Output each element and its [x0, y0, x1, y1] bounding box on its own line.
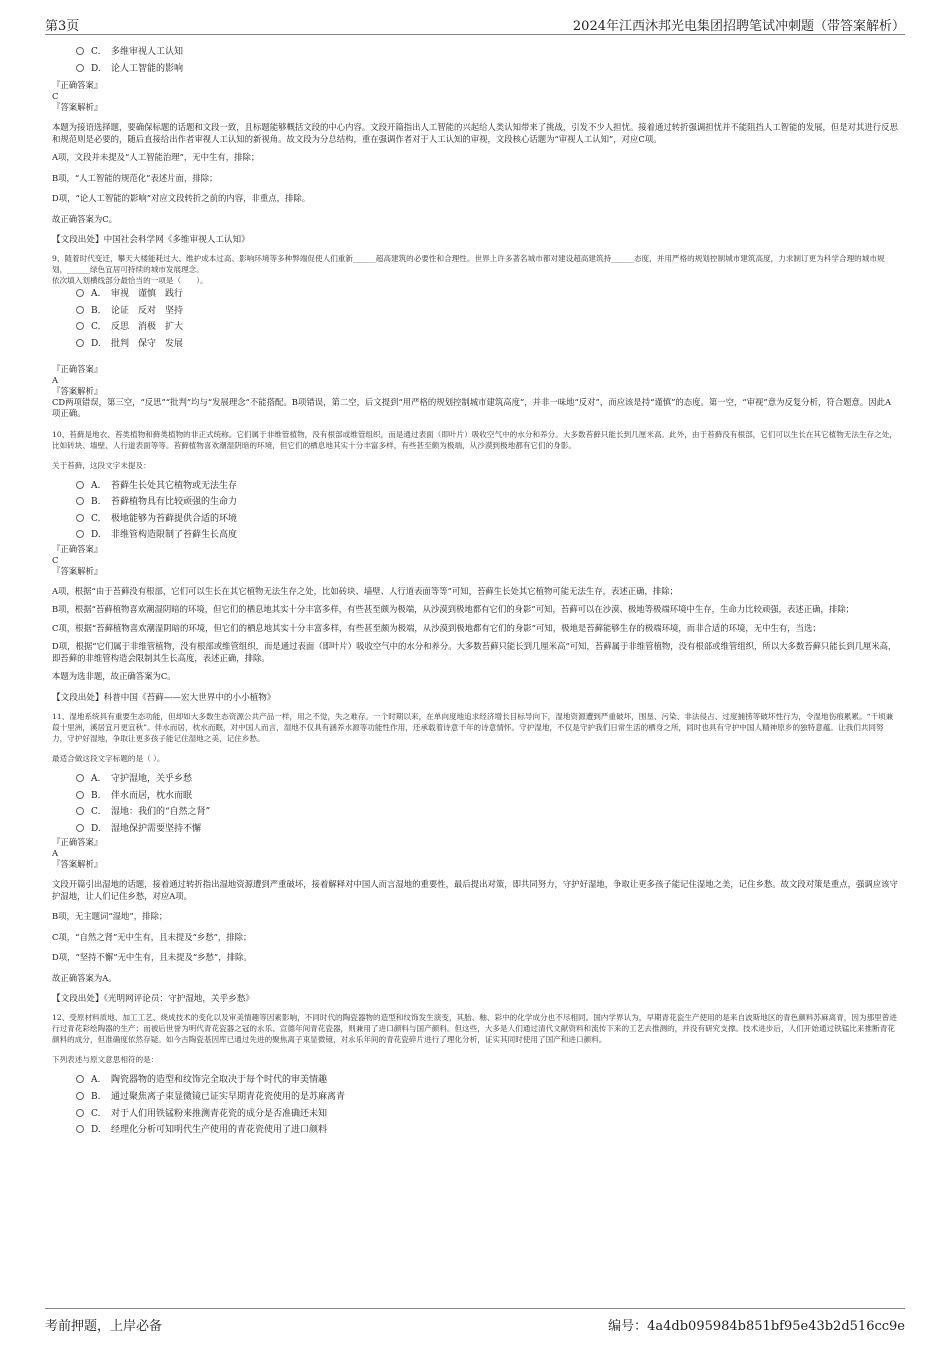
answer-value: C: [52, 554, 59, 565]
radio-icon[interactable]: [76, 791, 84, 799]
question-prompt: 关于苔藓，这段文字未提及：: [52, 460, 151, 470]
radio-icon[interactable]: [76, 1109, 84, 1117]
radio-icon[interactable]: [76, 530, 84, 538]
analysis-text: 文段开篇引出湿地的话题，接着通过转折指出湿地资源遭到严重破坏，接着解释对中国人而言湿地的重要性，最后提出对策，即共同努力，守护好湿地，争取让更多孩子能记住湿地之美，记住乡愁。故文段对策是重点，强调应该守护湿地，让人们记住乡愁，对应A项。: [52, 879, 898, 901]
analysis-text: C项，“自然之肾”无中生有，且未提及“乡愁”，排除；: [52, 931, 252, 942]
analysis-text: D项，“论人工智能的影响”对应文段转折之前的内容，非重点，排除。: [52, 193, 311, 204]
q10-option-a[interactable]: A. 苔藓生长处其它植物或无法生存: [52, 478, 898, 495]
analysis-text: CD两项错误，第三空，“反思”“批判”均与“发展理念”不能搭配。B项错误，第二空，后文提到“用严格的规划控制城市建筑高度”，并非一味地“反对”，而应该是持“谨慎”的态度。第一空，“审视”意为反复分析，符合题意。因此A项正确。: [52, 396, 892, 419]
question-stem: 11、湿地系统具有重要生态功能，但却如大多数生态资源公共产品一样，用之不觉，失之难存。一个时期以来，在单向度地追求经济增长目标导向下，湿地资源遭到严重破坏，围垦、污染、非法侵占、过度捕捞等破坏性行为，令湿地伤痕累累。“千顷兼葭十里洲，溪居宜月更宜秋”。伴水而居，枕水而眠，对中国人而言，湿地不仅具有涵养水源等功能性作用，还承载着诗意千年的诗意情怀。守护湿地，不仅是守护我们日常生活的栖身之所，同时也具有守护中国人精神原乡的独特意蕴。让我们共同努力，守护好湿地，争取让更多孩子能记住湿地之美，记住乡愁。: [52, 711, 894, 743]
analysis-text: A项，文段并未提及“人工智能治理”，无中生有，排除；: [52, 152, 260, 163]
radio-icon[interactable]: [76, 47, 84, 55]
analysis-title: 『答案解析』: [52, 385, 103, 396]
question-stem: 10、苔藓是地衣、苔类植物和藓类植物的非正式统称。它们属于非维管植物，没有根部或维管组织，而是通过表面（即叶片）吸收空气中的水分和养分。大多数苔藓只能长到几厘米高。此外，由于苔藓没有根部，它们可以生长在其它植物无法生存之处，比如砖块、墙壁、人行道表面等等。苔藓植物喜欢潮湿阴暗的环境，但它们的栖息地其实十分丰富多样，有些甚至颇为极端，从沙漠到极地都有它们的身影。: [52, 429, 897, 450]
analysis-text: A项，根据“由于苔藓没有根部，它们可以生长在其它植物无法生存之处，比如砖块、墙壁、人行道表面等等”可知，苔藓生长处其它植物可能无法生存，表述正确，排除；: [52, 585, 678, 596]
q12-option-c[interactable]: C. 对于人们用铁锰粉来推测青花瓷的成分是否准确还未知: [52, 1106, 898, 1123]
page-header: [45, 12, 905, 35]
analysis-text: 故正确答案为A。: [52, 972, 117, 983]
answer-value: A: [52, 848, 59, 859]
analysis-text: B项，无主题词“湿地”，排除；: [52, 911, 168, 922]
radio-icon[interactable]: [76, 1092, 84, 1100]
q12-option-a[interactable]: A. 陶瓷器物的造型和纹饰完全取决于每个时代的审美情趣: [52, 1072, 898, 1089]
analysis-title: 『答案解析』: [52, 565, 103, 576]
question-prompt: 依次填入划横线部分最恰当的一项是（ ）。: [52, 276, 208, 286]
q10-option-c[interactable]: C. 极地能够为苔藓提供合适的环境: [52, 511, 898, 528]
q9-option-d[interactable]: D. 批判 保守 发展: [52, 336, 898, 353]
document-title: 2024年江西沐邦光电集团招聘笔试冲刺题（带答案解析）: [572, 19, 905, 34]
radio-icon[interactable]: [76, 64, 84, 72]
analysis-title: 『答案解析』: [52, 859, 103, 870]
answer-value: A: [52, 374, 59, 385]
analysis-text: 故正确答案为C。: [52, 213, 118, 224]
radio-icon[interactable]: [76, 339, 84, 347]
analysis-text: 本题为选非题，故正确答案为C。: [52, 671, 176, 682]
question-stem: 12、受原材料质地、加工工艺、烧成技术的变化以及审美情趣等因素影响，不同时代的陶瓷器物的造型和纹饰发生演变，其胎、釉、彩中的化学成分也不尽相同。国内学界认为，早期青花瓷生产使用的是来自波斯地区的青色颜料苏麻离青，因为那里曾进行过青花彩绘陶器的生产；而被后世誉为明代青花瓷器之冠的永乐、宣德年间青花瓷器，则兼用了进口颜料与国产颜料。但这些，大多是人们通过清代文献资料和流传下来的工艺去推测的，并没有研究支撑。技术进步后，人们开始通过铁锰比来推断青花颜料的成分，但准确度依然存疑。如今古陶瓷基因库已通过先进的聚焦离子束显微镜，对永乐年间的青花瓷碎片进行了理化分析，证实其同时使用了国产和进口颜料。: [52, 1013, 897, 1045]
answer-title: 『正确答案』: [52, 80, 103, 91]
analysis-text: 本题为接语选择题，要确保标题的话题和文段一致，且标题能够概括文段的中心内容。文段开篇指出人工智能的兴起给人类认知带来了挑战，引发不少人担忧。接着通过转折强调担忧并不能阻挡人工智能的发展，但是对其进行反思和规范则是必要的，随后直接给出作者审视人工认知的新视角。故文段为分总结构，重在强调作者对于人工认知的审视，文段核心话题为“审视人工认知”，对应C项。: [52, 122, 898, 144]
analysis-text: B项，根据“苔藓植物喜欢潮湿阴暗的环境，但它们的栖息地其实十分丰富多样，有些甚至颇为极端，从沙漠到极地都有它们的身影”可知，苔藓可以在沙漠、极地等极端环境中生存，生命力比较顽强，表述正确，排除；: [52, 604, 854, 615]
q11-option-d[interactable]: D. 湿地保护需要坚持不懈: [52, 821, 898, 838]
q12-option-d[interactable]: D. 经理化分析可知明代生产使用的青花瓷使用了进口颜料: [52, 1122, 898, 1139]
analysis-text: B项，“人工智能的规范化”表述片面，排除；: [52, 172, 218, 183]
page-footer: [45, 1308, 905, 1335]
radio-icon[interactable]: [76, 497, 84, 505]
analysis-text: D项，“坚持不懈”无中生有，且未提及“乡愁”，排除。: [52, 952, 252, 963]
question-prompt: 下列表述与原文意思相符的是：: [52, 1055, 159, 1065]
q9-option-b[interactable]: B. 论证 反对 坚持: [52, 303, 898, 320]
radio-icon[interactable]: [76, 306, 84, 314]
radio-icon[interactable]: [76, 481, 84, 489]
radio-icon[interactable]: [76, 1075, 84, 1083]
radio-icon[interactable]: [76, 514, 84, 522]
q11-option-b[interactable]: B. 伴水而居，枕水而眠: [52, 788, 898, 805]
page-content: [52, 44, 898, 1139]
answer-title: 『正确答案』: [52, 837, 103, 848]
source-note: 【文段出处】《光明网评论员：守护湿地，关乎乡愁》: [52, 994, 254, 1005]
q10-option-d[interactable]: D. 非维管构造限制了苔藓生长高度: [52, 527, 898, 544]
analysis-text: C项，根据“苔藓植物喜欢潮湿阴暗的环境，但它们的栖息地其实十分丰富多样，有些甚至颇为极端，从沙漠到极地都有它们的身影”可知，极地是苔藓能够生存的极端环境，而非合适的环境，无中生有，当选；: [52, 622, 821, 633]
q10-option-b[interactable]: B. 苔藓植物具有比较顽强的生命力: [52, 494, 898, 511]
q11-option-a[interactable]: A. 守护湿地，关乎乡愁: [52, 771, 898, 788]
footer-slogan: 考前押题，上岸必备: [45, 1319, 163, 1334]
q9-option-c[interactable]: C. 反思 消极 扩大: [52, 319, 898, 336]
q11-option-c[interactable]: C. 湿地：我们的“自然之肾”: [52, 804, 898, 821]
radio-icon[interactable]: [76, 807, 84, 815]
analysis-text: D项，根据“它们属于非维管植物，没有根部或维管组织，而是通过表面（即叶片）吸收空气中的水分和养分。大多数苔藓只能长到几厘米高”可知，苔藓属于非维管植物，没有根部或维管组织，所以大多数苔藓只能长到几厘米高，即苔藓的非维管构造会限制其生长高度，表述正确，排除。: [52, 641, 897, 663]
analysis-title: 『答案解析』: [52, 102, 103, 113]
radio-icon[interactable]: [76, 1125, 84, 1133]
question-stem: 9、随着时代变迁，攀天大楼能耗过大、维护成本过高、影响环境等多种弊端促使人们重新______超高建筑的必要性和合理性。世界上许多著名城市都对建设超高建筑持______态度，并用严格的规划控制城市建筑高度，力求制订更为科学合理的城市规划，______绿色宜居可持续的城市发展理念。: [52, 254, 885, 275]
document-id: 编号：4a4db095984b851bf95e43b2d516cc9e: [608, 1319, 905, 1334]
q9-option-a[interactable]: A. 审视 谨慎 践行: [52, 286, 898, 303]
source-note: 【文段出处】科普中国《苔藓——宏大世界中的小小植物》: [52, 692, 276, 703]
q12-option-b[interactable]: B. 通过聚焦离子束显微镜已证实早期青花瓷使用的是苏麻离青: [52, 1089, 898, 1106]
q8-option-c[interactable]: C. 多维审视人工认知: [52, 44, 898, 61]
radio-icon[interactable]: [76, 824, 84, 832]
radio-icon[interactable]: [76, 322, 84, 330]
q8-option-d[interactable]: D. 论人工智能的影响: [52, 61, 898, 78]
source-note: 【文段出处】中国社会科学网《多维审视人工认知》: [52, 235, 250, 246]
radio-icon[interactable]: [76, 289, 84, 297]
question-prompt: 最适合做这段文字标题的是（ ）。: [52, 753, 165, 763]
radio-icon[interactable]: [76, 774, 84, 782]
answer-title: 『正确答案』: [52, 363, 103, 374]
answer-title: 『正确答案』: [52, 543, 103, 554]
page-number: 第3页: [45, 19, 80, 34]
answer-value: C: [52, 91, 59, 102]
